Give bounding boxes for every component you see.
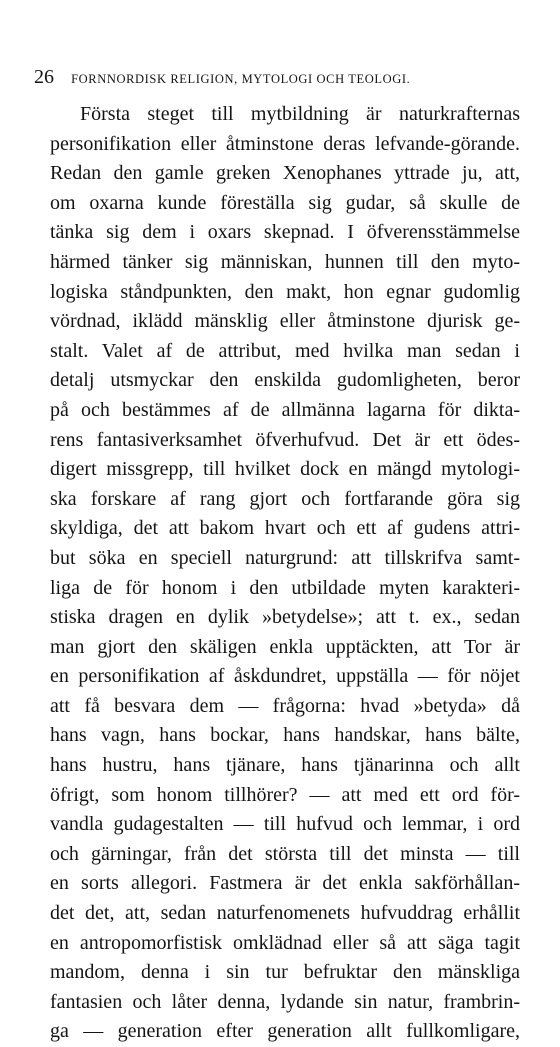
- text-line: personifikation eller åtminstone deras lefvande-görande.: [50, 132, 520, 155]
- text-line: det det, att, sedan naturfenomenets hufvuddrag erhållit: [50, 902, 520, 925]
- text-line: en sorts allegori. Fastmera är det enkla sakförhållan-: [50, 872, 520, 895]
- text-line: om oxarna kunde föreställa sig gudar, så skulle de: [50, 191, 520, 214]
- text-line: ska forskare af rang gjort och fortfarande göra sig: [50, 487, 520, 510]
- text-line: vördnad, iklädd mänsklig eller åtminstone djurisk ge-: [50, 310, 520, 333]
- text-line: Första steget till mytbildning är naturkrafternas: [80, 103, 520, 125]
- text-line: en personifikation af åskdundret, uppställa — för nöjet: [50, 665, 520, 688]
- text-line: hans hustru, hans tjänare, hans tjänarinna och allt: [50, 754, 520, 777]
- text-line: logiska ståndpunkten, den makt, hon egnar gudomlig: [50, 280, 520, 303]
- text-line: öfrigt, som honom tillhörer? — att med ett ord för-: [50, 783, 520, 806]
- running-title: FORNNORDISK RELIGION, MYTOLOGI OCH TEOLOGI.: [71, 72, 411, 86]
- body-text: [50, 100, 520, 1047]
- text-line: mandom, denna i sin tur befruktar den mänskliga: [50, 961, 520, 984]
- text-line: but söka en speciell naturgrund: att tillskrifva samt-: [50, 546, 520, 569]
- text-line: rens fantasiverksamhet öfverhufvud. Det är ett ödes-: [50, 428, 520, 451]
- text-line: härmed tänker sig människan, hunnen till den myto-: [50, 250, 520, 273]
- text-line: en antropomorfistisk omklädnad eller så att säga tagit: [50, 931, 520, 954]
- text-line: ga — generation efter generation allt fullkomligare,: [50, 1020, 520, 1043]
- text-line: hans vagn, hans bockar, hans handskar, hans bälte,: [50, 724, 520, 747]
- text-line: detalj utsmyckar den enskilda gudomligheten, beror: [50, 369, 520, 392]
- text-line: stalt. Valet af de attribut, med hvilka man sedan i: [50, 339, 520, 362]
- text-line: på och bestämmes af de allmänna lagarna för dikta-: [50, 398, 520, 421]
- text-line: att få besvara dem — frågorna: hvad »betyda» då: [50, 694, 520, 717]
- text-line: vandla gudagestalten — till hufvud och lemmar, i ord: [50, 813, 520, 836]
- text-line: tänka sig dem i oxars skepnad. I öfverensstämmelse: [50, 221, 520, 244]
- running-head: [34, 66, 514, 92]
- text-line: liga de för honom i den utbildade myten karakteri-: [50, 576, 520, 599]
- text-line: man gjort den skäligen enkla upptäckten, att Tor är: [50, 635, 520, 658]
- text-line: Redan den gamle greken Xenophanes yttrade ju, att,: [50, 162, 520, 185]
- text-line: och gärningar, från det största till det minsta — till: [50, 842, 520, 865]
- text-line: fantasien och låter denna, lydande sin natur, frambrin-: [50, 990, 520, 1013]
- text-line: skyldiga, det att bakom hvart och ett af gudens attri-: [50, 517, 520, 540]
- page-number: 26: [34, 66, 54, 88]
- text-line: digert missgrepp, till hvilket dock en mängd mytologi-: [50, 458, 520, 481]
- text-line: stiska dragen en dylik »betydelse»; att t. ex., sedan: [50, 606, 520, 629]
